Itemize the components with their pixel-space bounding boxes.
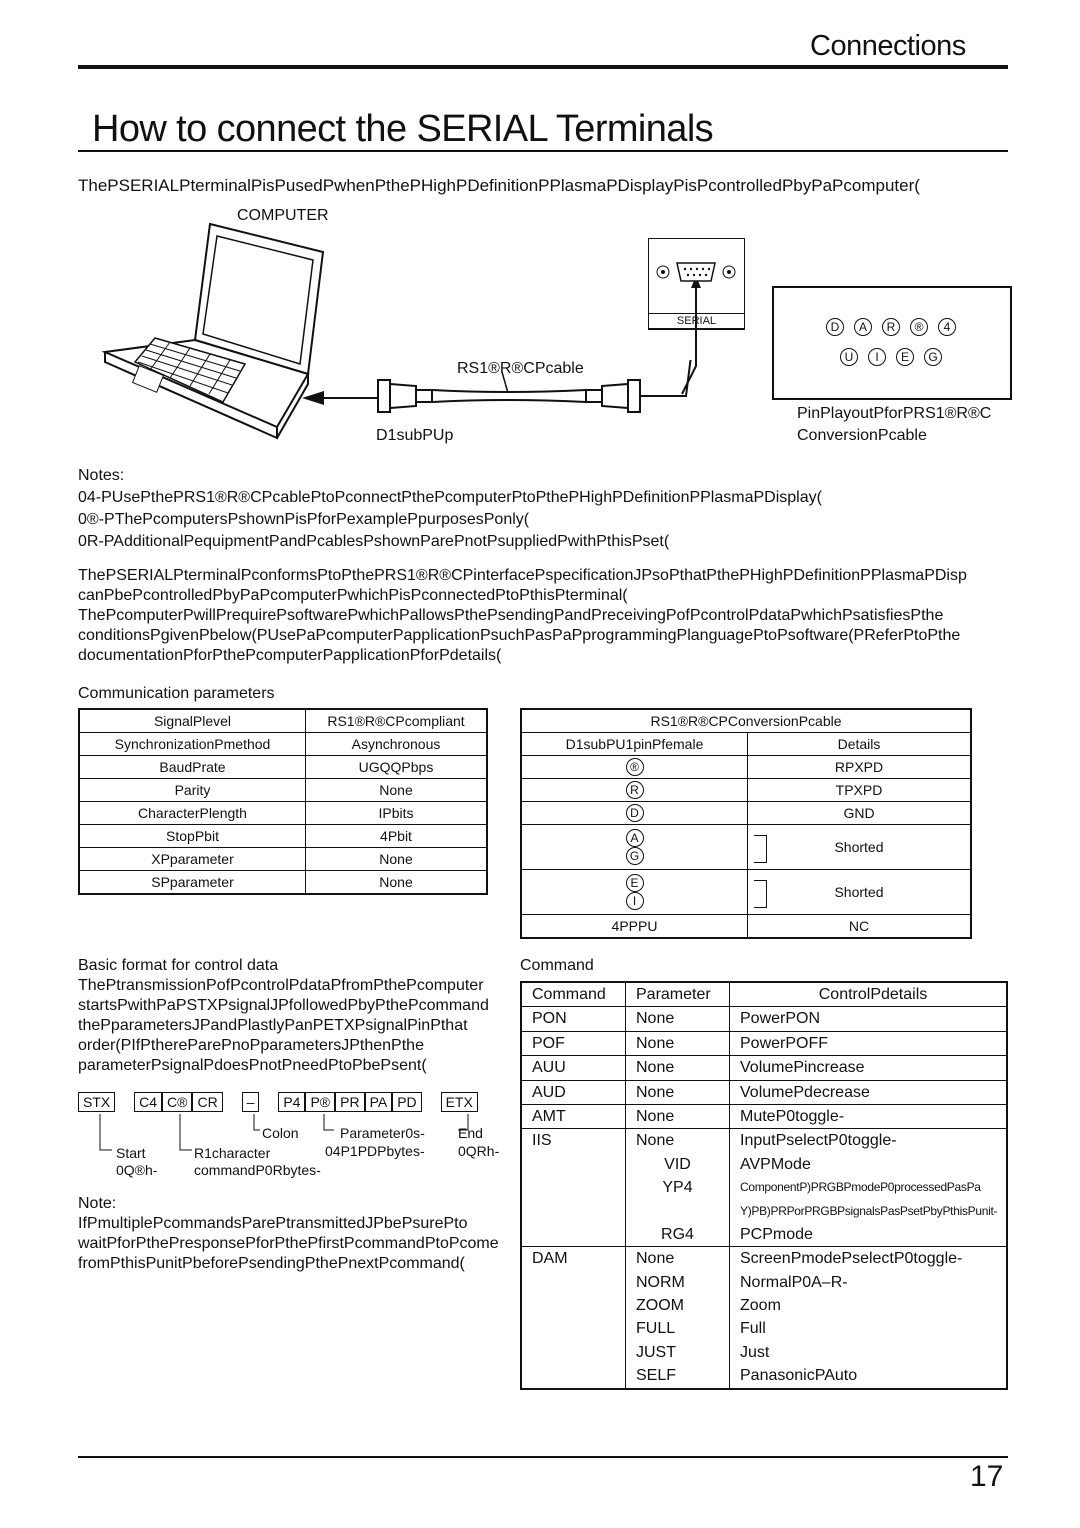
table-cell: PON: [532, 1010, 567, 1028]
table-row: [79, 756, 487, 779]
pin-layout-label: PinPlayoutPforPRS1®R®C: [797, 405, 992, 422]
serial-terminal-panel: [648, 238, 745, 330]
table-row: [79, 848, 487, 871]
serial-port-icon: [649, 239, 744, 309]
comm-params-heading: Communication parameters: [78, 685, 275, 702]
table-cell: Just: [730, 1341, 1008, 1364]
pin: ®: [910, 318, 928, 336]
table-cell: None: [626, 1104, 730, 1128]
table-cell: RG4: [626, 1223, 730, 1247]
format-pointers: [98, 1112, 518, 1160]
format-box: PD: [392, 1092, 421, 1112]
description-paragraph: [78, 566, 1080, 666]
table-row: [521, 1007, 1007, 1031]
table-header-row: [521, 982, 1007, 1007]
param-value: 4Pbit: [306, 825, 488, 848]
text-line: order(PIfPthereParePnoPparametersJPthenPthe: [78, 1037, 424, 1054]
detail: Shorted: [834, 839, 884, 855]
nc-pins: 4PPPU: [521, 915, 748, 939]
text-line: thePparametersJPandPlastlyPanPETXPsignalPinPthat: [78, 1017, 468, 1034]
comm-params-table: [78, 708, 488, 895]
table-row: [521, 779, 971, 802]
page-number: 17: [970, 1460, 1004, 1493]
text-line: parameterPsignalPdoesPnotPneedPtoPbePsent(: [78, 1057, 427, 1074]
table-row: [79, 802, 487, 825]
table-cell: DAM: [521, 1247, 626, 1271]
table-header-row: [521, 733, 971, 756]
table-row: [521, 1294, 1007, 1317]
pin: D: [626, 804, 644, 822]
table-cell: InputPselectP0toggle-: [730, 1129, 1008, 1153]
param-value: RS1®R®CPcompliant: [306, 709, 488, 733]
table-row: [521, 1271, 1007, 1294]
format-box: –: [242, 1092, 260, 1112]
notes-heading: Notes:: [78, 467, 125, 484]
table-cell: [521, 1176, 626, 1199]
text-line: startsPwithPaPSTXPsignalJPfollowedPbyPthePcommand: [78, 997, 489, 1014]
table-row: [521, 915, 971, 939]
table-cell: None: [626, 1007, 730, 1031]
page-title: How to connect the SERIAL Terminals: [92, 108, 714, 150]
table-row: [79, 709, 487, 733]
text-line: waitPforPthePresponsePforPthePfirstPcommandPtoPcome: [78, 1235, 499, 1252]
pin: R: [882, 318, 900, 336]
format-box: STX: [78, 1092, 115, 1112]
format-box: PA: [365, 1092, 393, 1112]
parameter-label: Parameter0s-: [340, 1125, 425, 1141]
etx-code-label: 0QRh-: [458, 1143, 500, 1159]
table-row: [521, 1317, 1007, 1340]
table-cell: None: [626, 1129, 730, 1153]
table-cell: [521, 1223, 626, 1247]
colon-label: Colon: [262, 1125, 299, 1141]
pin: E: [626, 874, 644, 892]
table-cell: ComponentP)PRGBPmodeP0processedPasPa: [730, 1176, 1008, 1199]
pin-layout-box: [772, 286, 1012, 400]
table-cell: FULL: [626, 1317, 730, 1340]
note-text: [78, 1214, 520, 1274]
table-cell: [521, 1317, 626, 1340]
column-header: Command: [521, 982, 626, 1007]
note-line: 0R-PAdditionalPequipmentPandPcablesPshownParePnotPsuppliedPwithPthisPset(: [78, 533, 670, 550]
table-cell: [521, 779, 748, 802]
table-cell: [521, 1294, 626, 1317]
table-cell: VolumePdecrease: [730, 1080, 1008, 1104]
table-row: [521, 1129, 1007, 1153]
pin: E: [896, 348, 914, 366]
dsub-label: D1subPUp: [376, 427, 454, 444]
table-cell: [748, 870, 972, 915]
format-box: P4: [278, 1092, 305, 1112]
command-heading: Command: [520, 957, 594, 974]
param-name: CharacterPlength: [79, 802, 306, 825]
table-cell: [521, 1200, 626, 1223]
table-cell: MuteP0toggle-: [730, 1104, 1008, 1128]
table-row: [521, 1080, 1007, 1104]
note-heading: Note:: [78, 1195, 117, 1212]
basic-format-heading: Basic format for control data: [78, 957, 279, 974]
format-box: PR: [335, 1092, 364, 1112]
title-rule: [78, 150, 1008, 152]
table-row: [521, 1247, 1007, 1271]
start-label: Start: [116, 1145, 146, 1161]
table-cell: SELF: [626, 1364, 730, 1388]
format-box: C®: [162, 1092, 192, 1112]
computer-label: COMPUTER: [237, 207, 329, 224]
table-row: [521, 1341, 1007, 1364]
table-row: [521, 1223, 1007, 1247]
pin: 4: [938, 318, 956, 336]
table-cell: Zoom: [730, 1294, 1008, 1317]
table-cell: [521, 802, 748, 825]
command-bytes-label: commandP0Rbytes-: [194, 1162, 321, 1178]
table-cell: NormalP0A–R-: [730, 1271, 1008, 1294]
column-header: D1subPU1pinPfemale: [521, 733, 748, 756]
table-cell: Y)PB)PRPorPRGBPsignalsPasPsetPbyPthisPunit-: [730, 1200, 1008, 1223]
table-cell: [521, 756, 748, 779]
cable-label: RS1®R®CPcable: [457, 360, 584, 377]
table-cell: AVPMode: [730, 1153, 1008, 1176]
section-header: Connections: [810, 30, 966, 62]
column-header: Details: [748, 733, 972, 756]
serial-label: SERIAL: [649, 313, 744, 329]
text-line: IfPmultiplePcommandsParePtransmittedJPbePsurePto: [78, 1215, 468, 1232]
table-row: [521, 870, 971, 915]
param-value: Asynchronous: [306, 733, 488, 756]
pin: ®: [626, 758, 644, 776]
detail: NC: [748, 915, 972, 939]
table-row: [79, 779, 487, 802]
table-cell: [748, 825, 972, 870]
note-line: 04-PUsePthePRS1®R®CPcablePtoPconnectPthePcomputerPtoPthePHighPDefinitionPPlasmaPDisplay(: [78, 489, 822, 506]
table-cell: [521, 870, 748, 915]
param-name: StopPbit: [79, 825, 306, 848]
param-name: SignalPlevel: [79, 709, 306, 733]
paragraph-line: ThePcomputerPwillPrequirePsoftwarePwhichPallowsPthePsendingPandPreceivingPofPcontrolPdataPwhichPsatisfiesPthe: [78, 607, 944, 624]
table-row: [521, 1056, 1007, 1080]
column-header: ControlPdetails: [730, 982, 1008, 1007]
table-cell: PCPmode: [730, 1223, 1008, 1247]
conversion-cable-table: [520, 708, 972, 939]
format-box: P®: [305, 1092, 335, 1112]
table-cell: AUU: [521, 1056, 626, 1080]
bytes-label: 04P1PDPbytes-: [325, 1143, 425, 1159]
detail: RPXPD: [748, 756, 972, 779]
basic-format-text: [78, 976, 518, 1076]
param-name: SynchronizationPmethod: [79, 733, 306, 756]
paragraph-line: ThePSERIALPterminalPconformsPtoPthePRS1®R®CPinterfacePspecificationJPsoPthatPthePHighPDefinitionPPlasmaPDisp: [78, 567, 967, 584]
format-box: C4: [134, 1092, 162, 1112]
table-cell: None: [626, 1080, 730, 1104]
table-cell: YP4: [626, 1176, 730, 1199]
table-cell: None: [626, 1031, 730, 1055]
text-line: ThePtransmissionPofPcontrolPdataPfromPthePcomputer: [78, 977, 484, 994]
pin: I: [868, 348, 886, 366]
table-row: [521, 1176, 1007, 1199]
param-name: XPparameter: [79, 848, 306, 871]
table-row: [79, 871, 487, 895]
detail: Shorted: [834, 884, 884, 900]
note-line: 0®-PThePcomputersPshownPisPforPexamplePpurposesPonly(: [78, 511, 530, 528]
format-sequence: [78, 1092, 478, 1112]
detail: TPXPD: [748, 779, 972, 802]
paragraph-line: documentationPforPthePcomputerPapplicationPforPdetails(: [78, 647, 502, 664]
param-name: Parity: [79, 779, 306, 802]
char-label: R1character: [194, 1145, 271, 1161]
pin: G: [626, 847, 644, 865]
paragraph-line: conditionsPgivenPbelow(PUsePaPcomputerPapplicationPsuchPasPaPprogrammingPlanguagePtoPsoftware(PReferPtoPthe: [78, 627, 961, 644]
laptop-illustration: [95, 222, 345, 442]
param-value: None: [306, 871, 488, 895]
table-row: [521, 825, 971, 870]
table-cell: ScreenPmodePselectP0toggle-: [730, 1247, 1008, 1271]
pin: I: [626, 892, 644, 910]
intro-text: ThePSERIALPterminalPisPusedPwhenPthePHighPDefinitionPPlasmaPDisplayPisPcontrolledPbyPaPcomputer(: [78, 176, 920, 195]
pin: A: [626, 829, 644, 847]
param-name: SPparameter: [79, 871, 306, 895]
table-row: [521, 1364, 1007, 1388]
table-cell: [521, 1364, 626, 1388]
short-bracket: [754, 835, 767, 863]
conversion-title: RS1®R®CPConversionPcable: [521, 709, 971, 733]
table-cell: POF: [521, 1031, 626, 1055]
pin: A: [854, 318, 872, 336]
column-header: Parameter: [626, 982, 730, 1007]
pin: U: [840, 348, 858, 366]
table-cell: VolumePincrease: [730, 1056, 1008, 1080]
table-header-row: [521, 709, 971, 733]
pin-row-bottom: [840, 348, 952, 366]
table-row: [521, 1104, 1007, 1128]
format-box: CR: [192, 1092, 222, 1112]
table-cell: [521, 1271, 626, 1294]
format-box: ETX: [441, 1092, 478, 1112]
short-bracket: [754, 880, 767, 908]
table-row: [521, 802, 971, 825]
pin: R: [626, 781, 644, 799]
pin: D: [826, 318, 844, 336]
table-cell: Full: [730, 1317, 1008, 1340]
arrow-left-icon: [300, 388, 380, 408]
table-cell: AMT: [521, 1104, 626, 1128]
table-row: [79, 733, 487, 756]
table-cell: PowerPON: [730, 1007, 1008, 1031]
end-label: End: [458, 1125, 483, 1141]
table-cell: IIS: [521, 1129, 626, 1153]
table-cell: JUST: [626, 1341, 730, 1364]
table-cell: VID: [626, 1153, 730, 1176]
command-table: [520, 981, 1008, 1390]
table-row: [521, 1200, 1007, 1223]
table-cell: NORM: [626, 1271, 730, 1294]
table-row: [521, 1031, 1007, 1055]
pin-row-top: [826, 318, 966, 336]
param-value: None: [306, 848, 488, 871]
table-cell: None: [626, 1247, 730, 1271]
table-cell: None: [626, 1056, 730, 1080]
pin: G: [924, 348, 942, 366]
table-row: [521, 1153, 1007, 1176]
table-cell: AUD: [521, 1080, 626, 1104]
table-cell: PowerPOFF: [730, 1031, 1008, 1055]
conversion-cable-label: ConversionPcable: [797, 427, 927, 444]
param-name: BaudPrate: [79, 756, 306, 779]
table-row: [79, 825, 487, 848]
detail: GND: [748, 802, 972, 825]
param-value: IPbits: [306, 802, 488, 825]
paragraph-line: canPbePcontrolledPbyPaPcomputerPwhichPisPconnectedPtoPthisPterminal(: [78, 587, 628, 604]
footer-rule: [78, 1456, 1008, 1458]
table-cell: PanasonicPAuto: [730, 1364, 1008, 1388]
stx-code-label: 0Q®h-: [116, 1162, 158, 1178]
table-cell: [521, 1153, 626, 1176]
table-cell: ZOOM: [626, 1294, 730, 1317]
param-value: None: [306, 779, 488, 802]
table-cell: [521, 825, 748, 870]
header-rule: [78, 65, 1008, 69]
table-cell: [521, 1341, 626, 1364]
table-row: [521, 756, 971, 779]
text-line: fromPthisPunitPbeforePsendingPthePnextPcommand(: [78, 1255, 465, 1272]
table-cell: [626, 1200, 730, 1223]
param-value: UGQQPbps: [306, 756, 488, 779]
